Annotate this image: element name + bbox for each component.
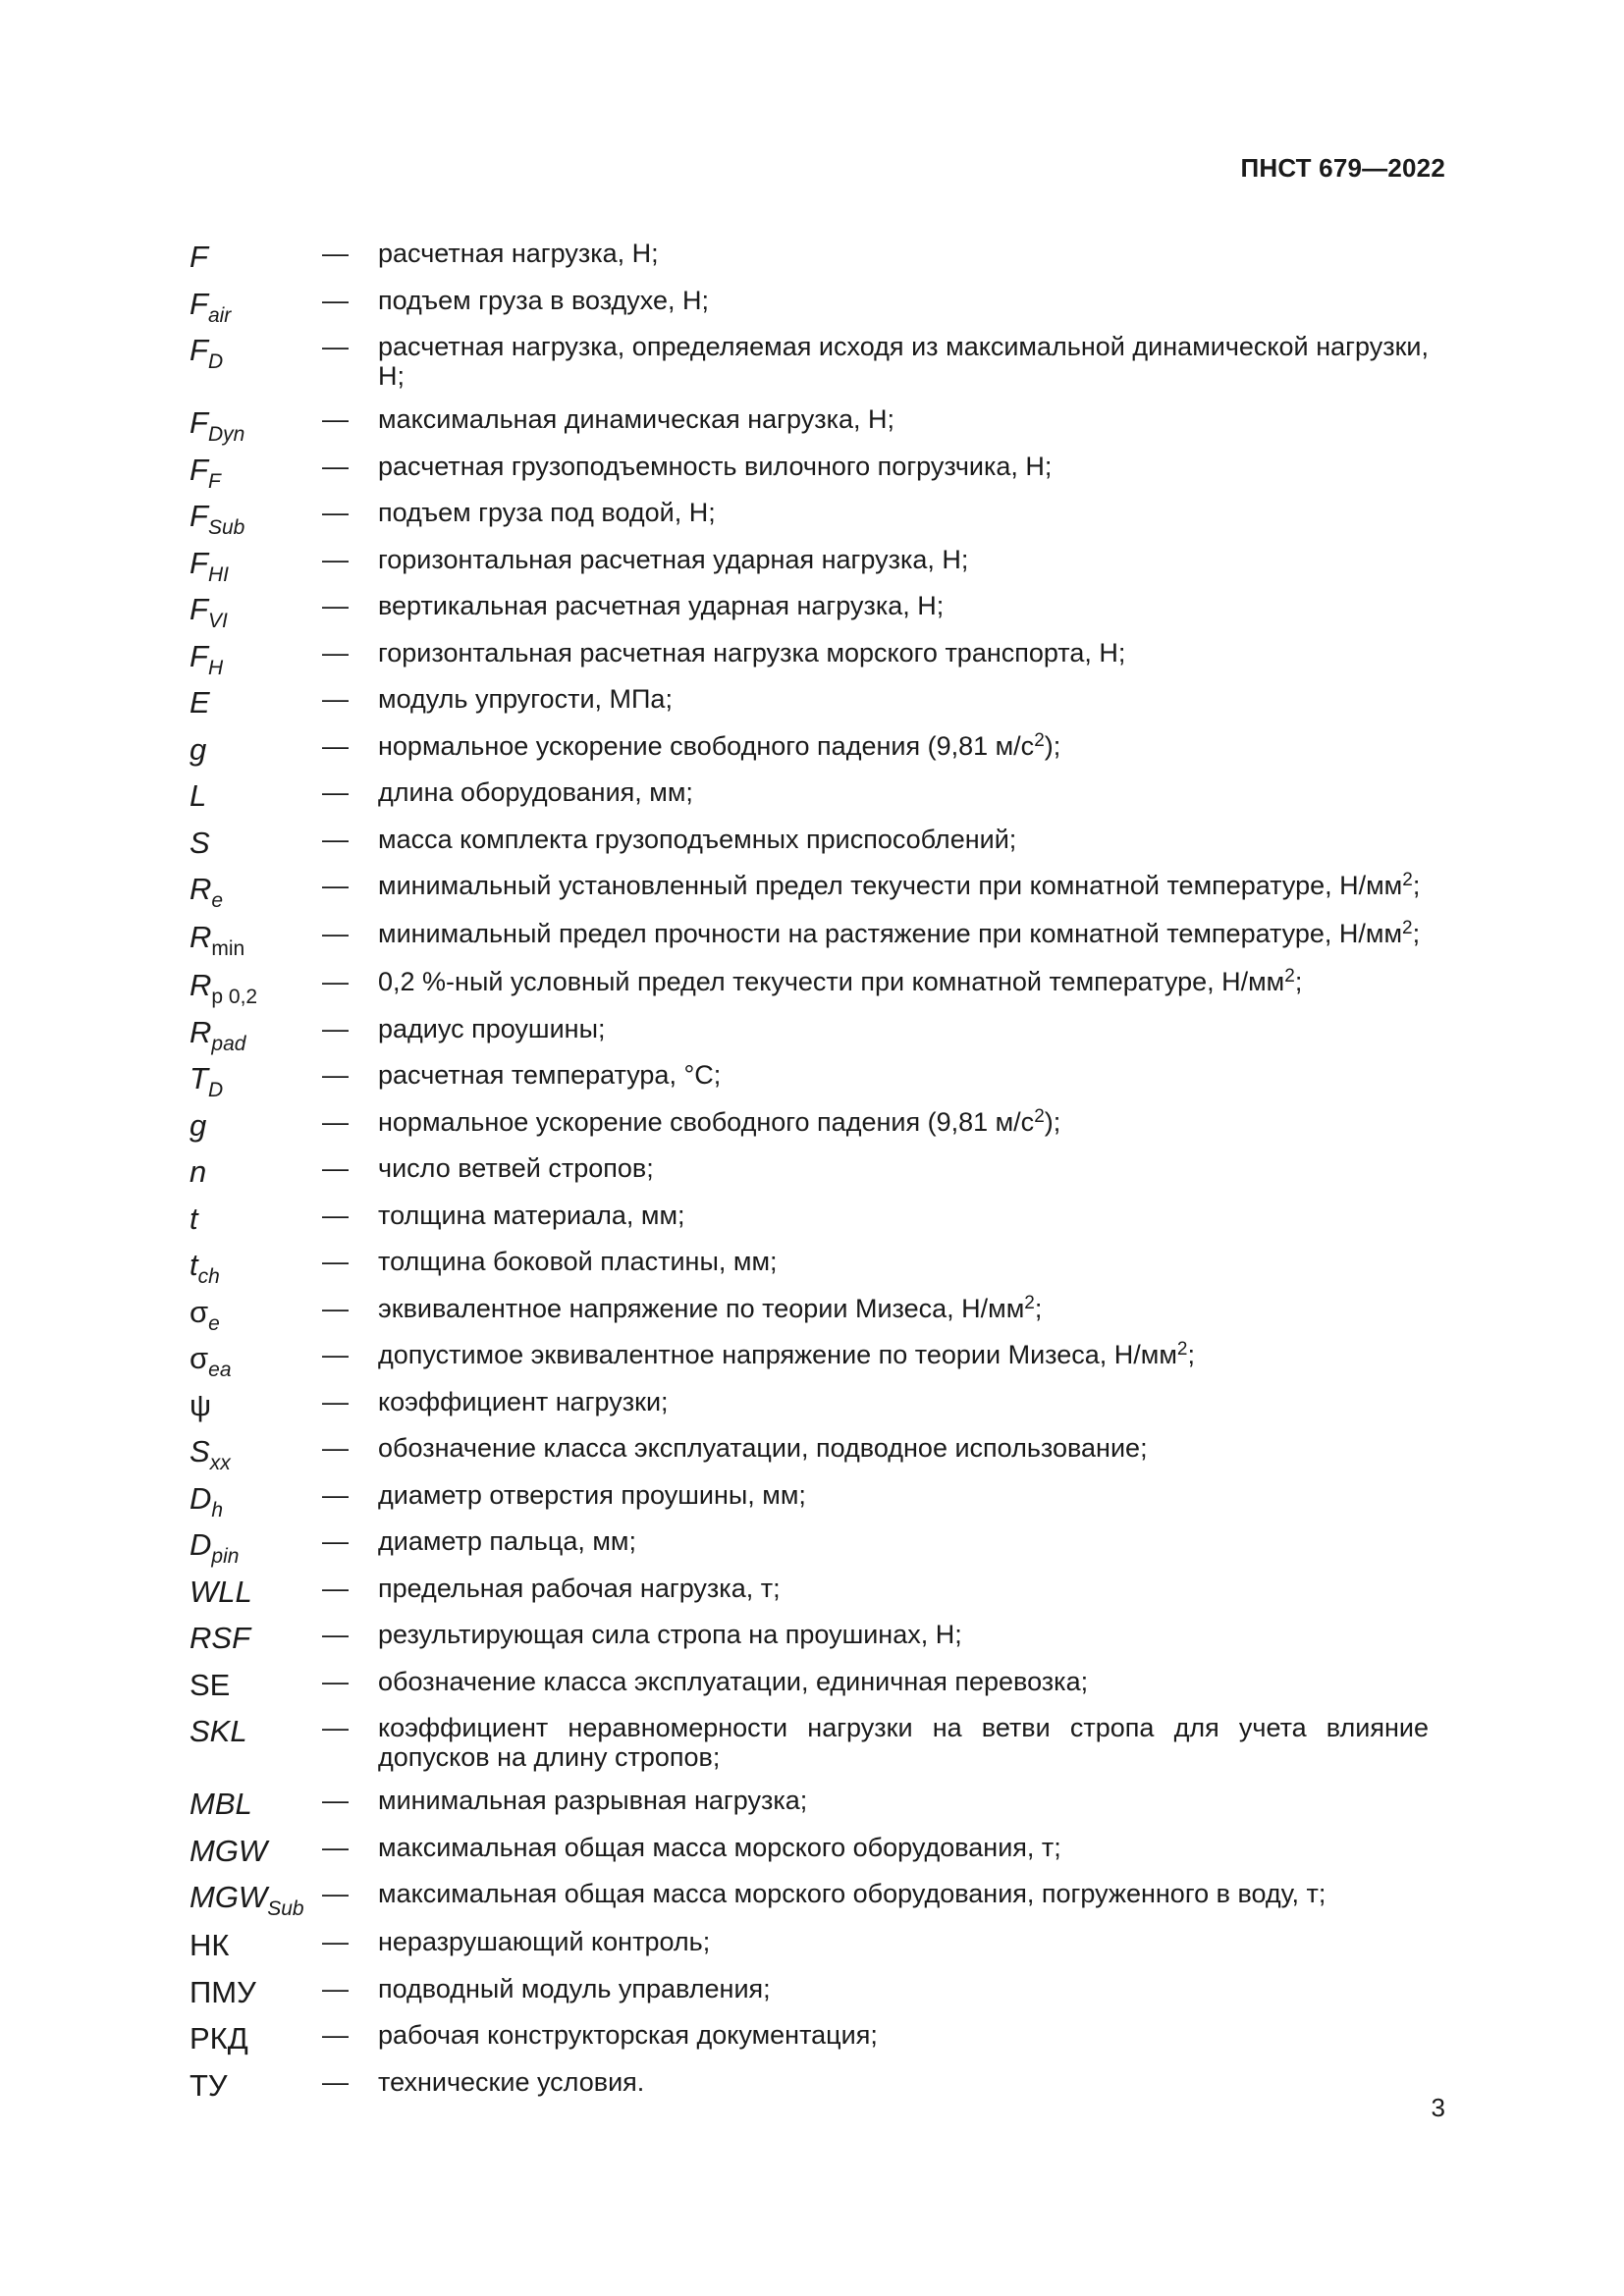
document-code: ПНСТ 679—2022 [1240, 153, 1445, 183]
description-text: подъем груза под водой, Н; [378, 498, 716, 527]
description-tail: ; [1412, 871, 1421, 900]
symbol-subscript: D [207, 350, 224, 373]
dash: — [322, 332, 349, 361]
symbol-description [378, 777, 1429, 807]
symbol-main: F [189, 333, 208, 367]
superscript: 2 [1402, 870, 1413, 890]
description-text: вертикальная расчетная ударная нагрузка, Н; [378, 591, 945, 620]
symbol [189, 1387, 322, 1421]
dash: — [322, 1013, 349, 1043]
description-text: эквивалентное напряжение по теории Мизеса, Н/мм [378, 1293, 1025, 1323]
description-tail: ; [1034, 1293, 1043, 1323]
symbol-subscript: p 0,2 [211, 986, 258, 1008]
symbol-main: L [189, 778, 207, 813]
dash: — [322, 1832, 349, 1862]
symbol-subscript: pin [211, 1545, 240, 1568]
symbol-description [378, 638, 1429, 667]
symbol-row [189, 1339, 1429, 1381]
description-tail: ); [1044, 1106, 1061, 1137]
symbol-row [189, 1292, 1429, 1335]
description-tail: ; [1412, 919, 1421, 948]
page-number: 3 [1431, 2093, 1445, 2122]
symbol [189, 332, 322, 373]
symbol-row [189, 731, 1429, 766]
symbol [189, 498, 322, 539]
symbol-main: D [189, 1480, 212, 1516]
symbol-main: F [189, 545, 208, 580]
symbol [189, 1340, 322, 1381]
description-text: горизонтальная расчетная ударная нагрузка, Н; [378, 544, 969, 574]
symbol-description [378, 919, 1429, 948]
symbol [189, 1786, 322, 1820]
symbol-subscript: Dyn [207, 423, 245, 446]
dash: — [322, 1153, 349, 1183]
description-text: результирующая сила стропа на проушинах, Н; [378, 1620, 962, 1649]
description-text: радиус проушины; [378, 1013, 606, 1043]
dash: — [322, 1879, 349, 1908]
symbol [189, 591, 322, 632]
symbol-main: T [189, 1061, 208, 1095]
symbol-main: R [189, 920, 212, 954]
symbol-main: S [189, 1434, 210, 1468]
symbol-main: E [189, 685, 210, 720]
description-text: подводный модуль управления; [378, 1973, 771, 2003]
symbol-main: g [189, 731, 207, 767]
symbol [189, 825, 322, 859]
symbol-subscript: e [211, 889, 224, 912]
symbol [189, 2067, 322, 2102]
symbol-main: WLL [189, 1574, 252, 1609]
symbol-row [189, 285, 1429, 327]
symbol-description [378, 1480, 1429, 1510]
description-text: рабочая конструкторская документация; [378, 2020, 878, 2050]
description-text: диаметр отверстия проушины, мм; [378, 1479, 806, 1510]
symbol-description [378, 332, 1429, 391]
symbol [189, 239, 322, 273]
symbol-row [189, 870, 1429, 912]
description-tail: ; [1187, 1340, 1195, 1369]
symbol [189, 1014, 322, 1055]
symbol-description [378, 452, 1429, 481]
description-text: число ветвей стропов; [378, 1153, 654, 1183]
description-text: расчетная грузоподъемность вилочного погрузчика, Н; [378, 451, 1053, 481]
symbol-description [378, 825, 1429, 854]
description-text: толщина материала, мм; [378, 1200, 685, 1230]
symbol-subscript: ea [208, 1359, 232, 1381]
symbol [189, 286, 322, 327]
symbol-subscript: VI [207, 610, 228, 632]
symbol-row [189, 1574, 1429, 1608]
dash: — [322, 1573, 349, 1603]
description-text: 0,2 %-ный условный предел текучести при комнатной температуре, Н/мм [378, 967, 1285, 996]
symbol-description [378, 1107, 1429, 1137]
symbol-main: t [189, 1201, 198, 1236]
symbol-row [189, 1667, 1429, 1701]
dash: — [322, 824, 349, 854]
symbol-subscript: air [207, 303, 232, 327]
symbol-subscript: pad [211, 1032, 246, 1055]
dash: — [322, 1479, 349, 1510]
symbol-description [378, 731, 1429, 761]
symbol-row [189, 239, 1429, 273]
superscript: 2 [1034, 729, 1045, 751]
superscript: 2 [1402, 918, 1413, 938]
symbol-row [189, 1974, 1429, 2008]
symbol [189, 1153, 322, 1188]
description-text: максимальная общая масса морского оборудования, погруженного в воду, т; [378, 1879, 1326, 1908]
symbol [189, 1480, 322, 1522]
symbol-description [378, 1060, 1429, 1090]
symbol-main: n [189, 1154, 207, 1189]
symbol-row [189, 1526, 1429, 1568]
symbol-row [189, 1060, 1429, 1101]
symbol-description [378, 1574, 1429, 1603]
symbol [189, 731, 322, 766]
symbol-main: F [189, 638, 208, 673]
dash: — [322, 871, 349, 900]
symbol-list [189, 239, 1429, 2113]
symbol-row [189, 966, 1429, 1008]
symbol-description [378, 1247, 1429, 1276]
description-text: длина оборудования, мм; [378, 777, 693, 807]
description-tail: ); [1044, 730, 1061, 761]
symbol-description [378, 1927, 1429, 1956]
symbol-row [189, 918, 1429, 960]
symbol [189, 638, 322, 679]
symbol-description [378, 286, 1429, 315]
description-text: коэффициент неравномерности нагрузки на ветви стропа для учета влияние допусков на длину стропов; [378, 1713, 1429, 1772]
symbol-row [189, 1153, 1429, 1188]
symbol-main: F [189, 499, 208, 533]
dash: — [322, 1973, 349, 2003]
description-text: масса комплекта грузоподъемных приспособлений; [378, 824, 1017, 854]
symbol [189, 1667, 322, 1701]
dash: — [322, 1247, 349, 1276]
symbol-description [378, 498, 1429, 527]
symbol-row [189, 498, 1429, 539]
symbol-description [378, 1879, 1429, 1908]
symbol-subscript: HI [207, 562, 229, 586]
symbol-subscript: xx [209, 1452, 231, 1474]
symbol-main: MGW [189, 1880, 268, 1914]
dash: — [322, 2020, 349, 2050]
symbol-description [378, 967, 1429, 996]
symbol [189, 967, 322, 1008]
description-text: максимальная динамическая нагрузка, Н; [378, 404, 895, 434]
symbol-main: F [189, 240, 208, 274]
symbol-description [378, 1153, 1429, 1183]
dash: — [322, 1106, 349, 1137]
dash: — [322, 544, 349, 574]
description-text: максимальная общая масса морского оборудования, т; [378, 1832, 1061, 1862]
symbol-description [378, 1667, 1429, 1696]
symbol-row [189, 451, 1429, 493]
dash: — [322, 451, 349, 481]
symbol-subscript: D [207, 1079, 224, 1101]
symbol-subscript: min [211, 937, 245, 960]
symbol-main: F [189, 286, 208, 321]
symbol-row [189, 1833, 1429, 1867]
symbol-subscript: e [208, 1311, 220, 1335]
symbol-main: SKL [189, 1714, 247, 1748]
symbol-main: MBL [189, 1787, 252, 1821]
symbol [189, 1060, 322, 1101]
symbol-subscript: H [207, 656, 224, 679]
dash: — [322, 404, 349, 434]
symbol-description [378, 1833, 1429, 1862]
symbol-main: НК [189, 1928, 230, 1962]
symbol-row [189, 1786, 1429, 1820]
symbol-description [378, 545, 1429, 574]
symbol-subscript: Sub [267, 1897, 304, 1920]
dash: — [322, 1386, 349, 1416]
symbol-main: D [189, 1527, 212, 1562]
symbol-row [189, 1620, 1429, 1654]
symbol [189, 1201, 322, 1235]
symbol [189, 1927, 322, 1961]
symbol-subscript: ch [197, 1265, 220, 1288]
superscript: 2 [1284, 966, 1295, 987]
dash: — [322, 730, 349, 761]
symbol [189, 1879, 322, 1920]
symbol-main: R [189, 872, 212, 906]
dash: — [322, 285, 349, 315]
symbol-row [189, 1479, 1429, 1522]
symbol-row [189, 1013, 1429, 1055]
symbol [189, 1713, 322, 1747]
symbol-main: F [189, 405, 208, 440]
dash: — [322, 1340, 349, 1369]
symbol-row [189, 684, 1429, 719]
description-text: нормальное ускорение свободного падения (9,81 м/с [378, 730, 1035, 761]
symbol [189, 919, 322, 960]
description-text: подъем груза в воздухе, Н; [378, 285, 709, 315]
symbol-row [189, 637, 1429, 679]
symbol-main: SE [189, 1667, 231, 1702]
symbol [189, 2020, 322, 2055]
symbol-description [378, 239, 1429, 268]
dash: — [322, 1786, 349, 1815]
description-text: коэффициент нагрузки; [378, 1386, 669, 1416]
symbol-main: MGW [189, 1833, 268, 1868]
dash: — [322, 1713, 349, 1742]
description-text: обозначение класса эксплуатации, единичная перевозка; [378, 1666, 1089, 1696]
symbol [189, 1974, 322, 2008]
symbol-description [378, 1201, 1429, 1230]
symbol-row [189, 2067, 1429, 2102]
symbol-main: S [189, 825, 210, 860]
dash: — [322, 1526, 349, 1556]
description-tail: ; [1294, 967, 1303, 996]
description-text: неразрушающий контроль; [378, 1927, 711, 1956]
symbol-row [189, 1387, 1429, 1421]
symbol-main: F [189, 452, 208, 487]
symbol-row [189, 1713, 1429, 1772]
superscript: 2 [1176, 1339, 1188, 1360]
symbol-subscript: Sub [207, 516, 245, 539]
symbol-description [378, 591, 1429, 620]
symbol-row [189, 1107, 1429, 1142]
symbol [189, 1107, 322, 1142]
symbol-description [378, 2020, 1429, 2050]
dash: — [322, 591, 349, 620]
description-text: предельная рабочая нагрузка, т; [378, 1573, 781, 1603]
description-text: допустимое эквивалентное напряжение по теории Мизеса, Н/мм [378, 1340, 1177, 1369]
dash: — [322, 1200, 349, 1230]
symbol [189, 452, 322, 493]
symbol-main: σ [189, 1294, 209, 1329]
symbol-row [189, 825, 1429, 859]
symbol-main: t [189, 1248, 198, 1282]
symbol [189, 1247, 322, 1288]
dash: — [322, 239, 349, 268]
description-text: обозначение класса эксплуатации, подводное использование; [378, 1433, 1148, 1463]
symbol [189, 404, 322, 446]
symbol-row [189, 1201, 1429, 1235]
symbol-description [378, 1713, 1429, 1772]
symbol-row [189, 591, 1429, 632]
symbol-description [378, 1786, 1429, 1815]
dash: — [322, 967, 349, 996]
description-text: расчетная нагрузка, Н; [378, 239, 659, 268]
description-text: расчетная нагрузка, определяемая исходя из максимальной динамической нагрузки, Н; [378, 332, 1429, 391]
dash: — [322, 498, 349, 527]
description-text: минимальная разрывная нагрузка; [378, 1786, 808, 1815]
symbol [189, 1294, 322, 1335]
description-text: нормальное ускорение свободного падения (9,81 м/с [378, 1106, 1035, 1137]
symbol-description [378, 1433, 1429, 1463]
symbol [189, 871, 322, 912]
symbol-main: ψ [189, 1387, 212, 1422]
symbol-description [378, 871, 1429, 900]
symbol-description [378, 1340, 1429, 1369]
dash: — [322, 919, 349, 948]
description-text: диаметр пальца, мм; [378, 1526, 636, 1556]
symbol [189, 684, 322, 719]
symbol-description [378, 1294, 1429, 1323]
symbol [189, 1433, 322, 1474]
description-text: расчетная температура, °С; [378, 1060, 722, 1090]
symbol-main: RSF [189, 1621, 250, 1655]
symbol-main: g [189, 1107, 207, 1143]
symbol-row [189, 1879, 1429, 1920]
symbol-main: R [189, 1014, 212, 1049]
dash: — [322, 777, 349, 807]
dash: — [322, 1060, 349, 1090]
symbol-description [378, 1387, 1429, 1416]
symbol [189, 777, 322, 812]
symbol [189, 1574, 322, 1608]
description-text: модуль упругости, МПа; [378, 684, 673, 714]
superscript: 2 [1024, 1292, 1035, 1313]
dash: — [322, 1666, 349, 1696]
symbol-main: РКД [189, 2021, 248, 2056]
symbol-main: R [189, 968, 212, 1002]
symbol-row [189, 777, 1429, 812]
symbol-main: F [189, 592, 208, 626]
symbol-row [189, 1927, 1429, 1961]
description-text: технические условия. [378, 2066, 645, 2097]
description-text: толщина боковой пластины, мм; [378, 1247, 778, 1276]
symbol [189, 1526, 322, 1568]
dash: — [322, 2066, 349, 2097]
symbol-main: ТУ [189, 2067, 228, 2103]
symbol-row [189, 2020, 1429, 2055]
symbol-description [378, 2067, 1429, 2097]
symbol-main: ПМУ [189, 1974, 256, 2009]
symbol-description [378, 1974, 1429, 2003]
symbol [189, 545, 322, 586]
symbol-description [378, 684, 1429, 714]
dash: — [322, 684, 349, 714]
symbol-description [378, 404, 1429, 434]
symbol-row [189, 1433, 1429, 1474]
symbol-row [189, 544, 1429, 586]
dash: — [322, 1433, 349, 1463]
symbol-description [378, 1014, 1429, 1043]
dash: — [322, 637, 349, 667]
symbol-row [189, 404, 1429, 446]
description-text: минимальный предел прочности на растяжение при комнатной температуре, Н/мм [378, 919, 1403, 948]
dash: — [322, 1927, 349, 1956]
symbol-main: σ [189, 1341, 209, 1375]
symbol-description [378, 1526, 1429, 1556]
description-text: минимальный установленный предел текучести при комнатной температуре, Н/мм [378, 871, 1403, 900]
symbol [189, 1833, 322, 1867]
symbol [189, 1620, 322, 1654]
symbol-description [378, 1620, 1429, 1649]
symbol-subscript: F [207, 469, 221, 493]
superscript: 2 [1034, 1105, 1045, 1127]
dash: — [322, 1293, 349, 1323]
symbol-row [189, 1247, 1429, 1288]
description-text: горизонтальная расчетная нагрузка морского транспорта, Н; [378, 637, 1126, 667]
symbol-row [189, 332, 1429, 391]
dash: — [322, 1620, 349, 1649]
symbol-subscript: h [211, 1498, 224, 1522]
